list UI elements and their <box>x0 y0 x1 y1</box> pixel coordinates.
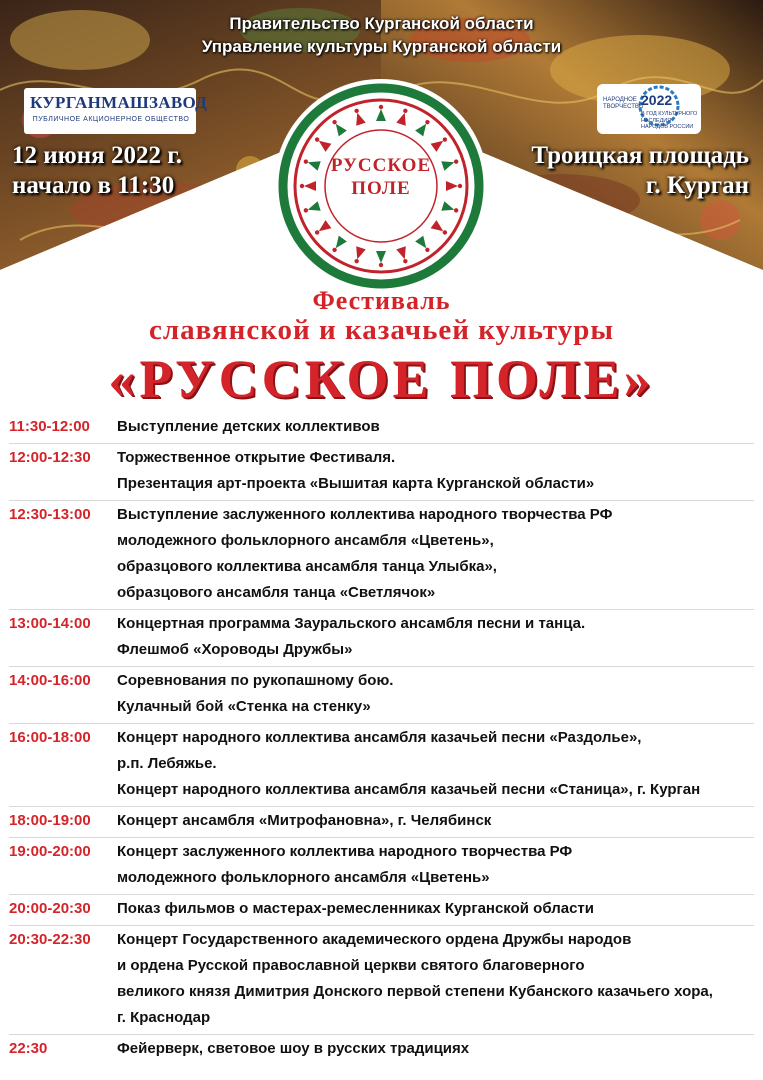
schedule-divider <box>9 500 754 501</box>
schedule-description-line: Фейерверк, световое шоу в русских традициях <box>117 1040 470 1057</box>
schedule-description-line: молодежного фольклорного ансамбля «Цветень», <box>117 532 494 549</box>
schedule-description-line: молодежного фольклорного ансамбля «Цветень» <box>117 869 490 886</box>
title-main: «РУССКОЕ ПОЛЕ» <box>108 349 655 409</box>
schedule-time: 19:00-20:00 <box>9 843 91 860</box>
title-festival: Фестиваль <box>312 286 451 315</box>
schedule-description <box>117 1036 469 1062</box>
organizer-line-1: Правительство Курганской области <box>229 14 534 33</box>
schedule-description-line: Концерт народного коллектива ансамбля казачьей песни «Раздолье», <box>117 729 642 746</box>
schedule-divider <box>9 666 754 667</box>
schedule-divider <box>9 806 754 807</box>
schedule-time: 14:00-16:00 <box>9 672 91 689</box>
schedule-description-line: г. Краснодар <box>117 1009 211 1026</box>
heritage-logo-subtitle: В ГОД КУЛЬТУРНОГО НАСЛЕДИЯ НАРОДОВ РОССИИ <box>641 111 698 130</box>
schedule-time: 22:30 <box>9 1040 48 1057</box>
schedule-description-line: Презентация арт-проекта «Вышитая карта Курганской области» <box>117 475 595 492</box>
schedule-description-line: Концерт заслуженного коллектива народного творчества РФ <box>117 843 573 860</box>
title-subtitle: славянской и казачьей культуры <box>149 314 614 346</box>
schedule-description <box>117 445 594 497</box>
schedule-divider <box>9 609 754 610</box>
schedule-description-line: Выступление заслуженного коллектива народного творчества РФ <box>117 506 613 523</box>
event-place: Троицкая площадь <box>531 142 749 169</box>
schedule-description-line: и ордена Русской православной церкви святого благоверного <box>117 957 585 974</box>
schedule-divider <box>9 837 754 838</box>
emblem-title-line-2: ПОЛЕ <box>351 178 411 199</box>
schedule-time: 18:00-19:00 <box>9 812 91 829</box>
schedule-time: 12:00-12:30 <box>9 449 91 466</box>
header-banner <box>0 0 763 300</box>
schedule-description-line: Флешмоб «Хороводы Дружбы» <box>117 641 353 658</box>
schedule-description-line: образцового коллектива ансамбля танца Улыбка», <box>117 558 497 575</box>
schedule-time: 12:30-13:00 <box>9 506 91 523</box>
schedule-description-line: Соревнования по рукопашному бою. <box>117 672 394 689</box>
schedule-description-line: Выступление детских коллективов <box>117 418 380 435</box>
kurganmashzavod-logo <box>24 88 208 134</box>
schedule-description-line: Концерт Государственного академического ордена Дружбы народов <box>117 931 632 948</box>
heritage-year-logo <box>597 84 701 134</box>
schedule-description-line: Концертная программа Зауральского ансамбля песни и танца. <box>117 615 586 632</box>
schedule-divider <box>9 894 754 895</box>
schedule-description-line: р.п. Лебяжье. <box>117 755 217 772</box>
company-logo-name: КУРГАНМАШЗАВОД <box>30 93 208 112</box>
schedule-description <box>117 927 713 1031</box>
emblem-title-line-1: РУССКОЕ <box>330 155 432 176</box>
festival-emblem <box>268 76 494 296</box>
schedule-time: 20:30-22:30 <box>9 931 91 948</box>
event-city: г. Курган <box>645 172 749 199</box>
schedule-description <box>117 725 700 803</box>
schedule-description-line: Показ фильмов о мастерах-ремесленниках Курганской области <box>117 900 595 917</box>
schedule-description-line: великого князя Димитрия Донского первой степени Кубанского казачьего хора, <box>117 983 713 1000</box>
heritage-logo-year: 2022 <box>641 92 673 108</box>
schedule-description-line: Торжественное открытие Фестиваля. <box>117 449 396 466</box>
schedule-description <box>117 502 612 606</box>
heritage-logo-text: НАРОДНОЕ ТВОРЧЕСТВО <box>603 97 644 110</box>
schedule-divider <box>9 443 754 444</box>
schedule-time: 11:30-12:00 <box>9 418 90 435</box>
company-logo-subtitle: ПУБЛИЧНОЕ АКЦИОНЕРНОЕ ОБЩЕСТВО <box>32 116 190 123</box>
schedule-description <box>117 896 594 922</box>
schedule-description-line: Кулачный бой «Стенка на стенку» <box>117 698 371 715</box>
schedule-divider <box>9 723 754 724</box>
emblem-title <box>268 154 494 200</box>
schedule-description <box>117 839 572 891</box>
schedule-description <box>117 808 491 834</box>
schedule-description-line: Концерт ансамбля «Митрофановна», г. Челябинск <box>117 812 492 829</box>
schedule-description-line: Концерт народного коллектива ансамбля казачьей песни «Станица», г. Курган <box>117 781 701 798</box>
schedule-divider <box>9 1034 754 1035</box>
schedule-time: 16:00-18:00 <box>9 729 91 746</box>
schedule-description <box>117 611 585 663</box>
schedule-time: 13:00-14:00 <box>9 615 91 632</box>
event-date: 12 июня 2022 г. <box>12 142 182 169</box>
event-start-time: начало в 11:30 <box>12 172 175 199</box>
schedule-description <box>117 414 380 440</box>
schedule-description <box>117 668 393 720</box>
schedule-time: 20:00-20:30 <box>9 900 91 917</box>
organizer-line-2: Управление культуры Курганской области <box>201 37 562 56</box>
schedule-description-line: образцового ансамбля танца «Светлячок» <box>117 584 436 601</box>
schedule-divider <box>9 925 754 926</box>
